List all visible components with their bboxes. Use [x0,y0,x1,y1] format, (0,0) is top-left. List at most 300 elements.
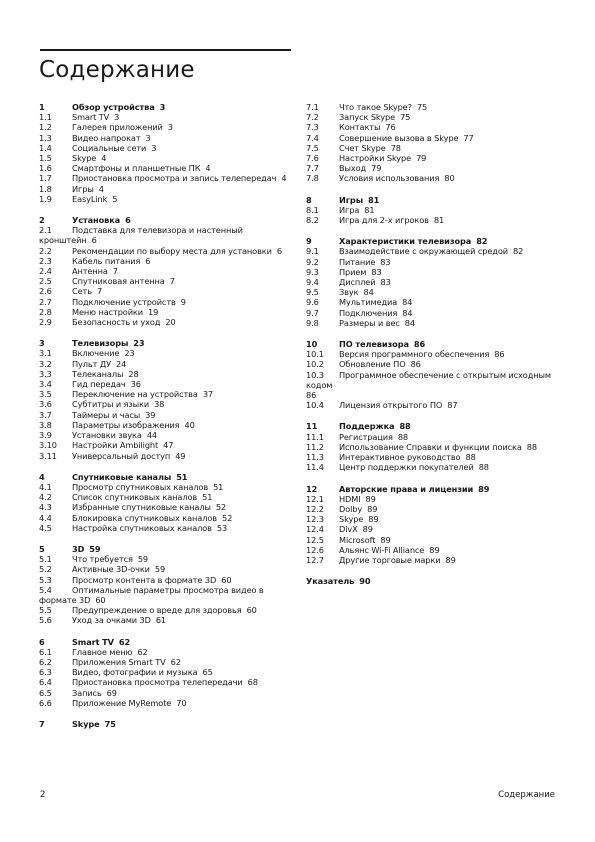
toc-column-left [39,102,289,740]
toc-entry[interactable] [306,514,556,524]
toc-entry-title: Выход [339,163,367,174]
toc-entry-title: Программное обеспечение с открытым исходным [339,369,551,380]
toc-entry-title: Активные 3D-очки [72,564,150,575]
toc-entry-page: 53 [216,522,228,533]
toc-entry[interactable] [39,122,289,132]
toc-entry-page: 83 [380,256,391,267]
toc-entry[interactable] [39,677,289,687]
toc-entry-number: 6.3 [39,667,52,678]
toc-entry[interactable] [306,524,556,534]
toc-entry-title: Skype [72,153,97,164]
toc-entry[interactable] [306,133,556,143]
toc-entry-title: Контакты [339,122,381,133]
toc-entry-page: 82 [476,236,488,247]
toc-entry-number: 3.10 [39,440,57,451]
toc-entry-number: 11.4 [306,462,324,473]
toc-entry-page: 3 [145,132,151,143]
toc-entry-number: 12 [306,483,318,494]
toc-entry-number: 5.2 [39,564,52,575]
toc-entry-page: 76 [385,122,396,133]
toc-entry[interactable] [39,564,289,574]
toc-entry-title: Спутниковая антенна [72,276,165,287]
toc-entry-title: Обзор устройства [72,102,155,112]
toc-entry-number: 1 [39,102,45,112]
toc-entry[interactable] [39,173,289,183]
toc-entry-title: Интерактивное руководство [339,452,461,463]
toc-entry-page: 81 [368,194,380,205]
toc-entry-title: Другие торговые марки [339,554,441,565]
toc-entry-number: 1.4 [39,142,52,153]
toc-entry-title: Дисплей [339,277,376,288]
toc-entry-title: Кабель питания [72,255,141,266]
toc-entry[interactable] [39,256,289,266]
toc-entry-number: 2.3 [39,255,52,266]
toc-entry[interactable] [306,349,556,359]
toc-chapter-entry[interactable] [306,339,556,349]
toc-entry[interactable] [306,277,556,287]
toc-entry-page: 19 [147,306,159,317]
toc-entry-page: 52 [215,502,227,513]
toc-entry-number: 12.4 [306,524,324,535]
toc-entry-page: 23 [133,338,145,349]
toc-entry-number: 3.7 [39,409,52,420]
toc-entry-page: 89 [368,514,379,525]
toc-entry-number: 7.8 [306,173,319,184]
toc-entry-number: 2.8 [39,306,52,317]
toc-entry[interactable] [39,554,289,564]
toc-entry-page: 44 [146,430,158,441]
toc-entry-page: 6 [276,245,282,256]
toc-entry-title: Версия программного обеспечения [339,349,490,360]
toc-entry-number: 6.5 [39,687,52,698]
toc-entry-page: 4 [281,173,287,184]
toc-entry-number: 9.6 [306,297,319,308]
toc-entry-page: 81 [433,215,445,226]
toc-entry-number: 3.4 [39,379,52,390]
toc-entry-title: Dolby [339,503,363,514]
toc-entry-title: Видео, фотографии и музыка [72,667,198,678]
toc-chapter-entry[interactable] [39,544,289,554]
toc-entry[interactable] [39,575,289,585]
toc-entry-number: 8 [306,194,312,205]
toc-entry[interactable] [306,246,556,256]
toc-entry-number: 6.1 [39,646,52,657]
toc-entry-title: Просмотр спутниковых каналов [72,481,209,492]
toc-entry-page: 40 [184,419,195,430]
toc-entry-page: 84 [404,317,415,328]
toc-entry-title: DivX [339,524,358,535]
toc-entry-number: 4.5 [39,522,52,533]
toc-chapter-entry[interactable] [306,236,556,246]
toc-entry[interactable] [39,605,289,615]
toc-entry-title: Совершение вызова в Skype [339,132,459,143]
toc-entry-page: 75 [104,718,116,729]
toc-entry-title: Приложение MyRemote [72,697,172,708]
toc-entry-number: 2.2 [39,245,52,256]
toc-entry[interactable] [306,297,556,307]
toc-entry-page: 86 [413,339,426,350]
toc-entry-page: 59 [137,554,149,565]
toc-entry-page: 60 [221,574,232,585]
toc-entry[interactable] [39,369,289,379]
toc-entry[interactable] [39,194,289,204]
toc-entry-page: 52 [221,512,233,523]
toc-entry[interactable] [39,647,289,657]
toc-entry-title: Характеристики телевизора [339,236,472,247]
toc-entry-page: 89 [365,493,376,504]
toc-entry-page: 49 [175,450,186,461]
toc-entry[interactable] [39,698,289,708]
toc-entry-page: 24 [116,358,127,369]
toc-entry-number: 3.3 [39,368,52,379]
toc-entry-number: 6.4 [39,677,52,688]
toc-section [39,637,289,708]
toc-entry-number: 1.5 [39,153,52,164]
toc-entry[interactable] [306,432,556,442]
toc-entry-page: 79 [416,153,427,164]
toc-entry-page: 62 [118,636,131,647]
toc-entry[interactable] [39,112,289,122]
toc-entry-page: 9 [180,296,186,307]
toc-entry[interactable] [306,257,556,267]
toc-entry[interactable] [39,482,289,492]
toc-entry[interactable] [39,133,289,143]
toc-entry[interactable] [306,452,556,462]
toc-entry-title: Взаимодействие с окружающей средой [339,246,508,257]
toc-entry-title: Подключения [339,307,398,318]
toc-entry-title: Питание [339,256,376,267]
toc-entry-number: 7.5 [306,142,319,153]
toc-entry[interactable] [306,153,556,163]
toc-entry-number: 4.1 [39,481,52,492]
toc-entry-title: Субтитры и языки [72,399,150,410]
toc-entry-page: 62 [170,656,181,667]
toc-entry[interactable] [306,308,556,318]
toc-entry[interactable] [39,451,289,461]
toc-entry-title: Что требуется [72,554,133,565]
toc-entry-number: 3.6 [39,399,52,410]
toc-section [306,484,556,566]
toc-entry-number: 9.2 [306,256,319,267]
toc-entry[interactable] [39,266,289,276]
toc-entry[interactable] [306,400,556,410]
toc-section [39,215,289,327]
toc-entry-title: Центр поддержки покупателей [339,462,474,473]
toc-entry[interactable] [306,555,556,565]
toc-chapter-entry[interactable] [39,338,289,348]
toc-entry-number: 11.3 [306,452,324,463]
toc-entry[interactable] [39,317,289,327]
toc-entry[interactable] [306,494,556,504]
toc-entry[interactable] [306,462,556,472]
toc-entry-number: 12.6 [306,544,324,555]
toc-entry-title: 3D [72,543,85,554]
toc-entry-page: 90 [359,576,371,587]
toc-entry[interactable] [39,379,289,389]
toc-chapter-entry[interactable] [306,421,556,431]
toc-entry-title: Звук [339,287,359,298]
toc-entry-title-continued: кодом [306,379,333,390]
toc-entry-title: Игра для 2-х игроков [339,215,429,226]
toc-entry-page: 61 [155,615,167,626]
toc-chapter-entry[interactable] [39,472,289,482]
toc-chapter-entry[interactable] [39,637,289,647]
toc-entry-title: Игры [339,194,363,205]
toc-section [306,576,556,586]
toc-entry[interactable] [39,153,289,163]
toc-entry-page: 83 [380,277,391,288]
toc-entry-number: 7.7 [306,163,319,174]
toc-entry-title: Использование Справки и функции поиска [339,441,522,452]
toc-entry-title: Приостановка просмотра телепередачи [72,677,243,688]
toc-entry[interactable] [306,359,556,369]
toc-chapter-entry[interactable] [306,576,556,586]
toc-entry-number: 11.2 [306,441,324,452]
toc-entry-title: Что такое Skype? [339,102,412,112]
toc-entry-number: 2.4 [39,266,52,277]
toc-entry-title: Smart TV [72,112,110,123]
toc-entry-number: 6 [39,636,45,647]
toc-entry-page: 68 [247,677,258,688]
toc-entry-number: 4.3 [39,502,52,513]
toc-entry-number: 5.4 [39,584,52,595]
toc-entry-title: Антенна [72,266,108,277]
toc-entry-page: 89 [367,503,378,514]
toc-entry[interactable] [39,359,289,369]
toc-entry[interactable] [39,276,289,286]
toc-chapter-entry[interactable] [39,215,289,225]
toc-entry-number: 1.3 [39,132,52,143]
toc-entry[interactable] [306,504,556,514]
toc-entry[interactable] [306,143,556,153]
toc-chapter-entry[interactable] [39,719,289,729]
toc-entry-number: 3.2 [39,358,52,369]
toc-entry-page: 89 [478,483,490,494]
toc-entry-title: Список спутниковых каналов [72,492,198,503]
toc-entry-title: Настройки Skype [339,153,412,164]
toc-entry-title: Таймеры и часы [72,409,141,420]
toc-entry-title: Гид передач [72,379,126,390]
toc-entry-title: Игра [339,204,360,215]
toc-entry-number: 7.4 [306,132,319,143]
toc-entry-page: 60 [95,594,106,605]
toc-entry-title: Спутниковые каналы [72,471,172,482]
toc-chapter-entry[interactable] [306,484,556,494]
toc-entry-title: Приостановка просмотра и запись телепередач [72,173,277,184]
toc-entry-title-continued: кронштейн [39,235,87,246]
toc-entry[interactable] [39,657,289,667]
toc-entry-title: Счет Skype [339,142,386,153]
toc-section [306,236,556,328]
toc-entry-title: Обновление ПО [339,359,406,370]
toc-entry[interactable] [39,389,289,399]
toc-entry-title: Запуск Skype [339,112,396,123]
toc-entry-page: 6 [145,255,151,266]
toc-entry-title: Настройка спутниковых каналов [72,522,212,533]
toc-entry-number: 5 [39,543,45,554]
toc-entry-title: Лицензия открытого ПО [339,400,443,411]
toc-entry[interactable] [306,287,556,297]
toc-entry-page: 78 [390,142,401,153]
toc-column-right [306,102,556,597]
toc-entry[interactable] [306,215,556,225]
toc-entry[interactable] [306,318,556,328]
toc-entry[interactable] [39,667,289,677]
toc-entry-number: 5.5 [39,605,52,616]
toc-entry-title: Параметры изображения [72,419,180,430]
toc-entry-number: 10 [306,339,318,350]
toc-entry[interactable] [306,545,556,555]
toc-entry-number: 2 [39,215,45,226]
toc-entry-number: 1.2 [39,122,52,133]
toc-entry[interactable] [39,297,289,307]
toc-entry-page: 83 [371,266,382,277]
toc-entry-page: 89 [445,554,456,565]
toc-entry[interactable] [39,523,289,533]
toc-entry[interactable] [306,173,556,183]
toc-section [39,472,289,533]
toc-entry-number: 12.3 [306,514,324,525]
toc-entry-title: EasyLink [72,193,108,204]
toc-entry[interactable] [306,370,556,401]
toc-entry[interactable] [306,535,556,545]
toc-entry[interactable] [39,420,289,430]
toc-entry-page: 88 [478,462,489,473]
toc-entry-page: 77 [463,132,474,143]
toc-entry[interactable] [39,348,289,358]
toc-entry[interactable] [39,307,289,317]
toc-entry-page: 6 [91,235,97,246]
toc-entry-page: 75 [400,112,411,123]
toc-entry-page: 59 [89,543,101,554]
toc-entry-title: Smart TV [72,636,114,647]
toc-entry[interactable] [39,286,289,296]
toc-entry-number: 2.5 [39,276,52,287]
toc-entry-number: 1.9 [39,193,52,204]
toc-entry[interactable] [306,163,556,173]
toc-entry[interactable] [39,225,289,245]
toc-entry-page: 82 [512,246,524,257]
toc-entry-page: 88 [526,441,537,452]
toc-entry-page: 51 [213,481,224,492]
toc-entry-number: 7.2 [306,112,319,123]
toc-entry-title: HDMI [339,493,361,504]
toc-entry-title: Условия использования [339,173,440,184]
toc-entry-title: Социальные сети [72,142,147,153]
toc-entry-page: 70 [176,697,187,708]
toc-entry-page: 89 [380,534,391,545]
toc-entry[interactable] [39,246,289,256]
toc-entry-title: Skype [72,718,100,729]
toc-entry-page: 7 [112,266,118,277]
toc-chapter-entry[interactable] [306,195,556,205]
toc-entry[interactable] [306,112,556,122]
toc-entry[interactable] [39,492,289,502]
toc-entry[interactable] [39,430,289,440]
toc-entry-number: 12.2 [306,503,324,514]
toc-entry[interactable] [306,442,556,452]
toc-entry-number: 6.2 [39,656,52,667]
toc-entry-number: 10.4 [306,400,324,411]
toc-chapter-entry[interactable] [39,102,289,112]
toc-entry-title: Настройки Ambilight [72,440,159,451]
toc-entry[interactable] [39,143,289,153]
toc-entry-title: Уход за очками 3D [72,615,151,626]
toc-entry[interactable] [306,267,556,277]
toc-entry-page: 69 [106,687,117,698]
toc-section [39,544,289,626]
toc-entry[interactable] [39,399,289,409]
toc-entry-title: Skype [339,514,364,525]
toc-entry[interactable] [39,440,289,450]
toc-entry-page: 87 [447,400,458,411]
toc-entry-number: 9.8 [306,317,319,328]
toc-entry-title: Главное меню [72,646,133,657]
toc-entry[interactable] [306,122,556,132]
toc-entry[interactable] [39,585,289,605]
toc-entry-page: 39 [145,409,156,420]
toc-entry-title: Блокировка спутниковых каналов [72,512,217,523]
page-title: Содержание [39,57,195,83]
toc-entry-title: Избранные спутниковые каналы [72,502,211,513]
toc-section [39,102,289,204]
toc-entry[interactable] [39,615,289,625]
toc-entry-page: 51 [202,492,213,503]
toc-entry[interactable] [306,102,556,112]
toc-entry-page: 5 [112,193,118,204]
toc-entry-page: 4 [98,183,104,194]
toc-entry-page: 37 [202,389,214,400]
toc-entry-title: Запись [72,687,102,698]
toc-entry-page: 51 [176,471,188,482]
toc-entry[interactable] [39,184,289,194]
toc-entry-number: 10.2 [306,359,324,370]
toc-entry[interactable] [39,513,289,523]
toc-entry-page: 65 [202,667,213,678]
toc-entry-title: Безопасность и уход [72,317,161,328]
toc-entry-page: 79 [371,163,382,174]
toc-entry-title: Телевизоры [72,338,129,349]
toc-entry[interactable] [39,163,289,173]
toc-entry[interactable] [39,410,289,420]
toc-entry-number: 8.2 [306,215,319,226]
toc-entry[interactable] [39,502,289,512]
toc-entry-page: 86 [494,349,505,360]
toc-entry-title: Универсальный доступ [72,450,171,461]
toc-entry-page: 89 [362,524,373,535]
toc-entry-number: 9.5 [306,287,319,298]
toc-entry[interactable] [39,688,289,698]
toc-entry-title: Альянс Wi-Fi Alliance [339,544,425,555]
toc-entry-page: 47 [163,440,174,451]
toc-entry-title: Предупреждение о вреде для здоровья [72,605,242,616]
toc-entry-page: 88 [399,421,411,432]
toc-entry-title: Авторские права и лицензии [339,483,474,494]
toc-entry-title: Размеры и вес [339,317,400,328]
toc-entry-title: Оптимальные параметры просмотра видео в [72,584,264,595]
toc-entry-title: Галерея приложений [72,122,163,133]
toc-entry-page: 89 [429,544,440,555]
toc-entry-page: 84 [363,287,374,298]
toc-entry-page: 20 [165,317,176,328]
toc-entry-number: 3.5 [39,389,52,400]
toc-entry-number: 12.7 [306,554,324,565]
toc-entry-number: 2.6 [39,286,52,297]
toc-entry-title: Указатель [306,576,355,587]
toc-entry[interactable] [306,205,556,215]
toc-entry-page: 28 [128,368,139,379]
toc-section [306,102,556,184]
